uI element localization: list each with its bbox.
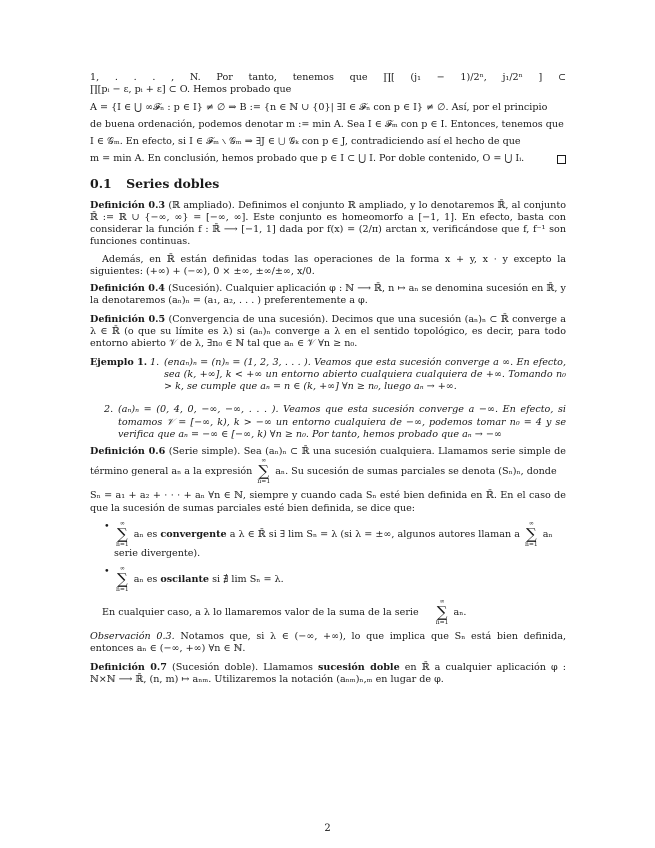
bullet-oscilante: • ∞ ∑ n=1 aₙ es oscilante si ∄ lim Sₙ = λ. — [104, 565, 284, 594]
example-item-2-text: (aₙ)ₙ = (0, 4, 0, −∞, −∞, . . . ). Veamos que esta sucesión converge a −∞. En efecto, si tomamos 𝒱 = [−∞, k), k > −∞ un entorno cualquiera de −∞, podemos tomar n₀ = 4 y se verifica que aₙ = −∞ ∈ [−∞, k) ∀n ≥ n₀. Por tanto, hemos probado que aₙ → −∞ — [118, 404, 566, 440]
section-number: 0.1 — [90, 175, 112, 191]
bullet-convergente: • ∞ ∑ n=1 aₙ es convergente a λ ∈ ℝ̄ si ∃ lim Sₙ = λ (si λ = ±∞, algunos autores llaman a ∞ ∑ n=1 aₙ serie divergente). — [104, 519, 553, 559]
definition-0-7: Definición 0.7 (Sucesión doble). Llamamos sucesión doble en ℝ̄ a cualquier aplicación φ : ℕ×ℕ ⟶ ℝ̄, (n, m) ↦ aₙₘ. Utilizaremos la notación (aₙₘ)ₙ,ₘ en lugar de φ. — [90, 661, 567, 685]
example-item-1-text: (enaₙ)ₙ = (n)ₙ = (1, 2, 3, . . . ). Veamos que esta sucesión converge a ∞. En efecto, sea (k, +∞], k < +∞ un entorno abierto cualquiera cualquiera de +∞. Tomando n₀ > k, se cumple que aₙ = n ∈ (k, +∞] ∀n ≥ n₀, luego aₙ → +∞. — [164, 356, 566, 393]
example-item-1-number: 1. — [150, 356, 160, 368]
example-1-label: Ejemplo 1. — [90, 356, 148, 368]
definition-0-4-text: Cualquier aplicación φ : ℕ ⟶ ℝ̄, n ↦ aₙ se denomina sucesión en ℝ̄, y la denotaremos (aₙ)ₙ = (a₁, a₂, . . . ) preferentemente a φ. — [90, 283, 566, 307]
sucesion-doble-term: sucesión doble — [318, 661, 400, 673]
observation-0-3 — [90, 631, 566, 656]
page-content — [90, 72, 566, 692]
definition-0-5 — [90, 314, 566, 351]
bullet-icon: • — [104, 566, 110, 578]
section-heading — [90, 176, 566, 192]
series-classification-list — [104, 521, 566, 593]
proof-line-4: I ∈ 𝒢ₘ. En efecto, si I ∈ 𝓕ₘ ∖ 𝒢ₘ ⇒ ∃J ∈ ⋃ 𝒢ₖ con p ∈ J, contradiciendo así el hecho de que — [90, 136, 521, 148]
proof-line-3: de buena ordenación, podemos denotar m := min A. Sea I ∈ 𝓕ₘ con p ∈ I. Entonces, tenemos que — [90, 118, 564, 130]
definition-0-7-label: Definición 0.7 — [90, 661, 167, 673]
definition-0-3-text: Definimos el conjunto ℝ ampliado, y lo denotaremos ℝ̄, al conjunto ℝ̄ := ℝ ∪ {−∞, ∞} = [−∞, ∞]. Este conjunto es homeomorfo a [−1, 1]. En efecto, basta con considerar la función f : ℝ̄ ⟶ [−1, 1] dada por f(x) = (2/π) arctan x, verificándose que f, f⁻¹ son funciones continuas. — [90, 199, 566, 248]
example-item-2 — [104, 404, 566, 441]
definition-0-4-title: (Sucesión). — [168, 283, 223, 295]
definition-0-5-text: Decimos que una sucesión (aₙ)ₙ ⊂ ℝ̄ converge a λ ∈ ℝ̄ (o que su límite es λ) si (aₙ)ₙ converge a λ en el sentido topológico, es decir, para todo entorno abierto 𝒱 de λ, ∃n₀ ∈ ℕ tal que aₙ ∈ 𝒱 ∀n ≥ n₀. — [90, 313, 566, 350]
definition-0-6-title: (Serie simple). — [168, 446, 241, 458]
definition-0-5-label: Definición 0.5 — [90, 313, 166, 325]
definition-0-6-label: Definición 0.6 — [90, 446, 166, 458]
oscilante-term: oscilante — [160, 574, 210, 586]
definition-0-6-text-a: Sea (aₙ)ₙ ⊂ ℝ̄ una sucesión cualquiera. Llamamos serie simple — [243, 446, 551, 458]
series-sum-symbol: ∞ ∑ n=1 — [116, 565, 129, 594]
definition-0-3-operations: Además, en ℝ̄ están definidas todas las operaciones de la forma x + y, x · y excepto la siguientes: (+∞) + (−∞), 0 × ±∞, ±∞/±∞, x/0. — [90, 253, 566, 277]
definition-0-7-title: (Sucesión doble). — [171, 661, 259, 673]
proof-continuation — [90, 72, 566, 97]
definition-0-6 — [90, 446, 566, 485]
example-1 — [90, 357, 566, 399]
proof-line-1: 1, . . . , N. Por tanto, tenemos que — [90, 72, 368, 83]
example-item-1 — [150, 357, 566, 394]
bullet-icon: • — [104, 520, 110, 532]
observation-0-3-text: Notamos que, si λ ∈ (−∞, +∞), lo que implica que Sₙ está bien definida, entonces aₙ ∈ (−∞, +∞) ∀n ∈ ℕ. — [90, 631, 566, 655]
definition-0-4 — [90, 283, 566, 308]
proof-line-2: A = {I ∈ ⋃ ∞𝓕ₙ : p ∈ I} ≠ ∅ ⇒ B := {n ∈ ℕ ∪ {0}| ∃I ∈ 𝓕ₙ con p ∈ I} ≠ ∅. Así, por el principio — [90, 101, 548, 113]
definition-0-3-label: Definición 0.3 — [90, 199, 166, 211]
series-sum-symbol: ∞ ∑ n=1 — [116, 519, 129, 548]
convergente-term: convergente — [160, 528, 227, 540]
example-1-body — [150, 357, 566, 399]
definition-0-6-text-c: aₙ. Su sucesión de sumas parciales se denota (Sₙ)ₙ, donde — [275, 466, 557, 478]
definition-0-4-label: Definición 0.4 — [90, 283, 165, 295]
example-item-2-number: 2. — [104, 404, 114, 416]
proof-product-1: ∏[ (j₁ − 1)/2ⁿ, j₁/2ⁿ ] ⊂ — [383, 72, 566, 83]
definition-0-3 — [90, 200, 566, 249]
series-sum-symbol: ∞ ∑ n=1 — [435, 598, 449, 627]
series-sum-symbol: ∞ ∑ n=1 — [524, 519, 538, 548]
series-sum-symbol: ∞ ∑ n=1 — [257, 457, 271, 486]
proof-line-5: m = min A. En conclusión, hemos probado que p ∈ I ⊂ ⋃ I. Por doble contenido, O = ⋃ Iᵢ. — [90, 153, 566, 165]
definition-0-6-text-b: de término general aₙ a la expresión — [90, 446, 566, 478]
qed-square-icon — [557, 155, 566, 164]
definition-0-6-partial-sums: Sₙ = a₁ + a₂ + · · · + aₙ ∀n ∈ ℕ, siempre y cuando cada Sₙ esté bien definida en ℝ̄. En el caso de que la sucesión de sumas parciales esté bien definida, se dice que: — [90, 490, 566, 514]
sum-value-note: En cualquier caso, a λ lo llamaremos valor de la suma de la serie ∞ ∑ n=1 aₙ. — [102, 598, 467, 627]
section-title: Series dobles — [126, 175, 220, 191]
proof-product-2: ∏[pᵢ − ε, pᵢ + ε] ⊂ O. Hemos probado que — [90, 84, 292, 96]
observation-0-3-label: Observación 0.3. — [90, 631, 175, 643]
definition-0-3-title: (ℝ ampliado). — [168, 199, 235, 211]
page-number: 2 — [324, 823, 331, 834]
definition-0-5-title: (Convergencia de una sucesión). — [168, 313, 329, 325]
